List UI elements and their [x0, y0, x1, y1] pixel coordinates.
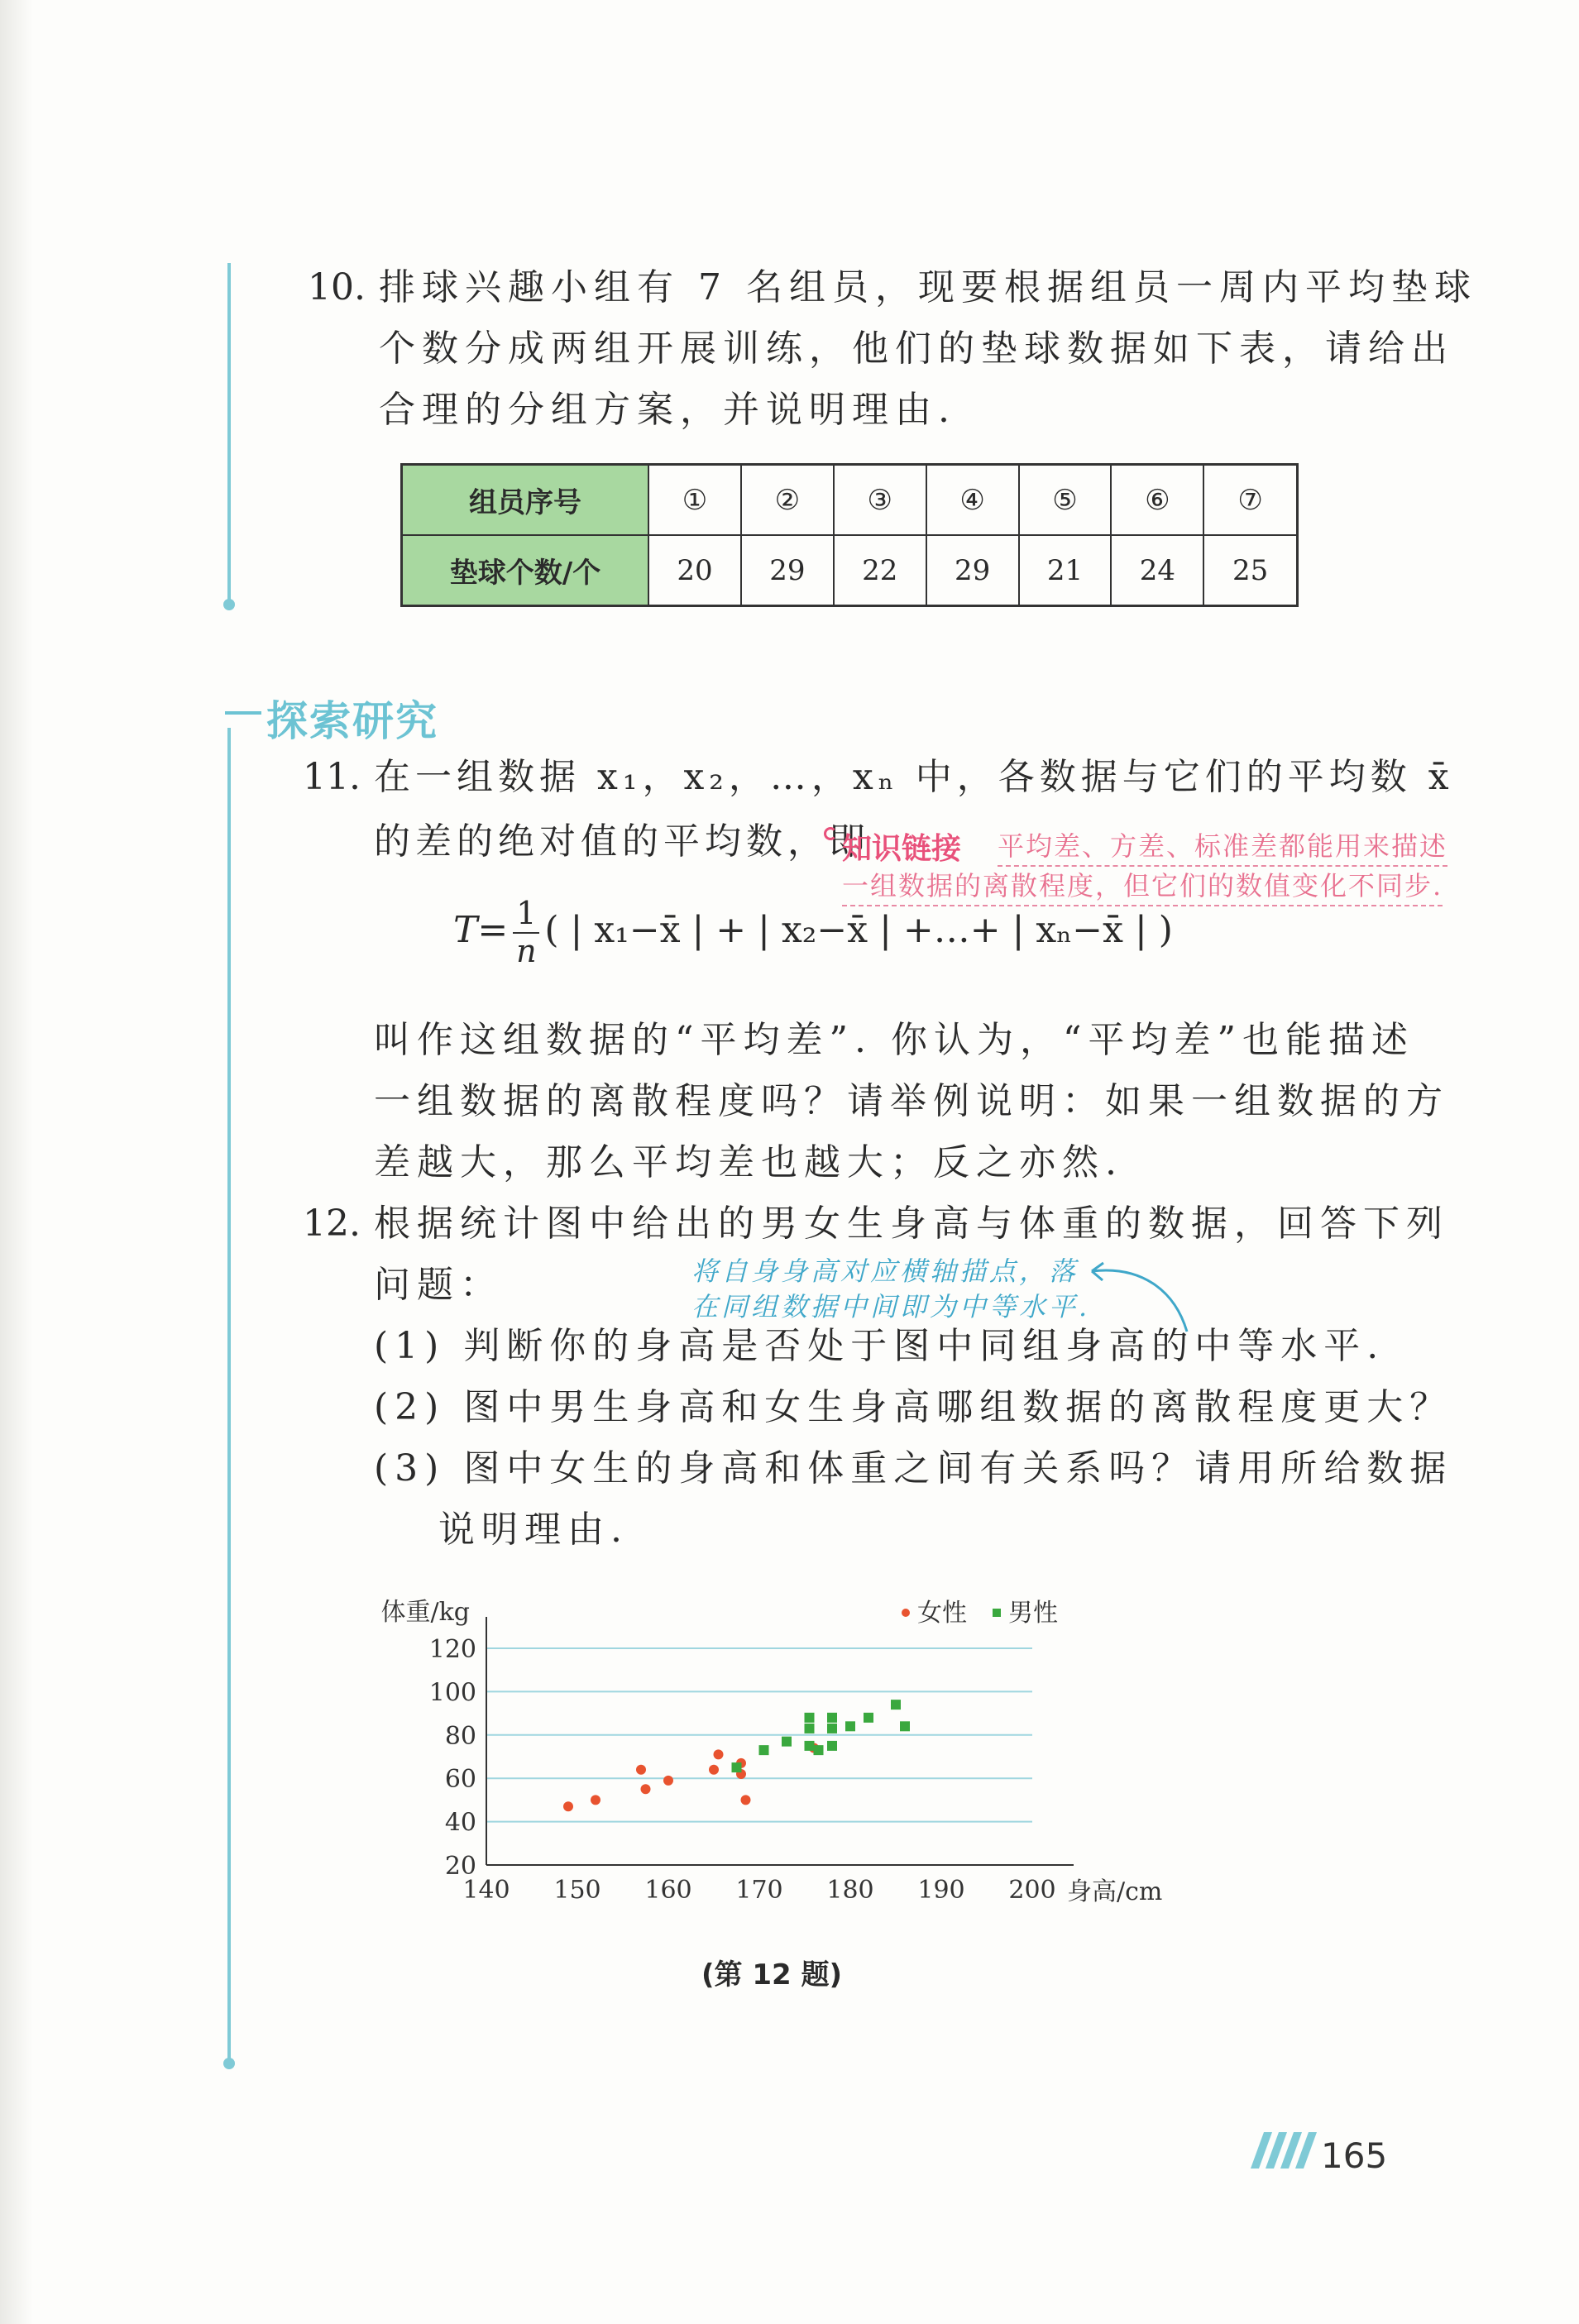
section-margin-rail [227, 728, 231, 2059]
q10-line-3: 合理的分组方案，并说明理由. [379, 389, 956, 431]
y-tick-label: 120 [428, 1635, 476, 1664]
table-cell: 25 [1203, 535, 1297, 606]
table-row [402, 535, 1298, 606]
data-point-female [563, 1801, 573, 1811]
data-point-male [732, 1762, 742, 1772]
table-cell: ⑥ [1111, 465, 1203, 536]
table-cell: 22 [834, 535, 926, 606]
table-cell: ③ [834, 465, 926, 536]
formula-numerator: 1 [513, 896, 539, 934]
legend-label: 女性 [917, 1599, 967, 1628]
legend-marker-female [902, 1609, 910, 1617]
knowledge-link-note-1: 平均差、方差、标准差都能用来描述 [998, 825, 1447, 867]
section-margin-dot [223, 2058, 235, 2069]
table-cell: ① [648, 465, 741, 536]
y-tick-label: 80 [444, 1721, 476, 1751]
q10-line-2: 个数分成两组开展训练，他们的垫球数据如下表，请给出 [379, 328, 1454, 370]
handwritten-note-1: 将自身身高对应横轴描点，落 [691, 1255, 1079, 1287]
table-row [402, 465, 1298, 536]
table-cell: 21 [1019, 535, 1112, 606]
q12-sub-3: (3) 图中女生的身高和体重之间有关系吗？请用所给数据 [374, 1447, 1453, 1490]
y-tick-label: 20 [444, 1852, 476, 1881]
x-axis-label: 身高/cm [1067, 1877, 1163, 1906]
page-number: 165 [1321, 2135, 1388, 2176]
x-tick-label: 140 [462, 1876, 510, 1905]
data-point-male [827, 1741, 837, 1751]
mean-deviation-formula [453, 896, 1173, 969]
q10-margin-rail [227, 263, 231, 604]
data-point-male [805, 1741, 815, 1751]
data-point-male [759, 1745, 769, 1755]
knowledge-link-tag: 知识链接 [842, 832, 962, 866]
formula-right: ( | x₁−x̄ | + | x₂−x̄ | +…+ | xₙ−x̄ | ) [544, 909, 1173, 952]
height-weight-scatter-chart [364, 1592, 1191, 1923]
formula-denominator: n [516, 932, 537, 969]
data-point-female [663, 1776, 673, 1786]
data-point-female [636, 1765, 646, 1775]
q10-line-1: 排球兴趣小组有 7 名组员，现要根据组员一周内平均垫球 [379, 266, 1477, 308]
y-axis-label: 体重/kg [380, 1598, 470, 1627]
q11-line-1: 在一组数据 x₁，x₂，…，xₙ 中，各数据与它们的平均数 x̄ [374, 756, 1454, 798]
q12-sub-1: (1) 判断你的身高是否处于图中同组身高的中等水平. [374, 1325, 1385, 1367]
legend-label: 男性 [1008, 1599, 1058, 1628]
table-header-count: 垫球个数/个 [402, 535, 649, 606]
figure-caption: (第 12 题) [701, 1958, 843, 1992]
data-point-male [845, 1721, 855, 1731]
x-tick-label: 180 [826, 1876, 874, 1905]
table-cell: ⑦ [1203, 465, 1297, 536]
table-cell: 24 [1111, 535, 1203, 606]
data-point-male [782, 1737, 792, 1747]
data-point-male [864, 1713, 873, 1723]
data-point-male [805, 1713, 815, 1723]
section-title: 探索研究 [266, 697, 438, 745]
data-point-male [805, 1724, 815, 1733]
table-header-member: 组员序号 [402, 465, 649, 536]
q11-line-5: 差越大，那么平均差也越大；反之亦然. [374, 1141, 1123, 1184]
table-cell: 29 [741, 535, 834, 606]
page-edge-shadow [0, 0, 33, 2324]
data-point-male [827, 1713, 837, 1723]
y-tick-label: 60 [444, 1765, 476, 1795]
q11-line-2: 的差的绝对值的平均数，即 [374, 820, 870, 863]
q10-number: 10. [308, 266, 366, 308]
knowledge-link-note-2: 一组数据的离散程度，但它们的数值变化不同步. [842, 865, 1443, 906]
formula-fraction [513, 896, 539, 969]
data-point-male [827, 1724, 837, 1733]
data-point-female [591, 1795, 600, 1805]
data-point-female [709, 1765, 719, 1775]
q12-number: 12. [303, 1203, 361, 1245]
q12-sub-3b: 说明理由. [438, 1509, 629, 1551]
section-title-bar [225, 711, 261, 715]
table-cell: 20 [648, 535, 741, 606]
q10-data-table [400, 463, 1299, 607]
q11-number: 11. [303, 756, 361, 798]
legend-marker-male [993, 1609, 1001, 1617]
table-cell: 29 [926, 535, 1019, 606]
q12-sub-2: (2) 图中男生身高和女生身高哪组数据的离散程度更大？ [374, 1386, 1453, 1428]
q10-margin-dot [223, 599, 235, 610]
data-point-female [741, 1795, 751, 1805]
q11-line-4: 一组数据的离散程度吗？请举例说明：如果一组数据的方 [374, 1080, 1449, 1122]
q12-line-2: 问题： [374, 1264, 503, 1306]
x-tick-label: 150 [553, 1876, 601, 1905]
data-point-male [891, 1700, 901, 1710]
knowledge-link-icon [824, 827, 837, 840]
table-cell: ⑤ [1019, 465, 1112, 536]
x-tick-label: 170 [735, 1876, 783, 1905]
x-tick-label: 200 [1008, 1876, 1056, 1905]
x-tick-label: 160 [644, 1876, 692, 1905]
y-tick-label: 100 [428, 1678, 476, 1708]
x-tick-label: 190 [917, 1876, 965, 1905]
q12-line-1: 根据统计图中给出的男女生身高与体重的数据，回答下列 [374, 1203, 1449, 1245]
data-point-female [714, 1749, 724, 1759]
data-point-female [641, 1784, 651, 1794]
data-point-male [900, 1721, 910, 1731]
q11-line-3: 叫作这组数据的“平均差”. 你认为，“平均差”也能描述 [374, 1019, 1414, 1061]
table-cell: ④ [926, 465, 1019, 536]
table-cell: ② [741, 465, 834, 536]
y-tick-label: 40 [444, 1808, 476, 1838]
handwritten-note-2: 在同组数据中间即为中等水平. [691, 1291, 1091, 1322]
formula-left: T= [453, 909, 509, 952]
data-point-male [814, 1745, 824, 1755]
